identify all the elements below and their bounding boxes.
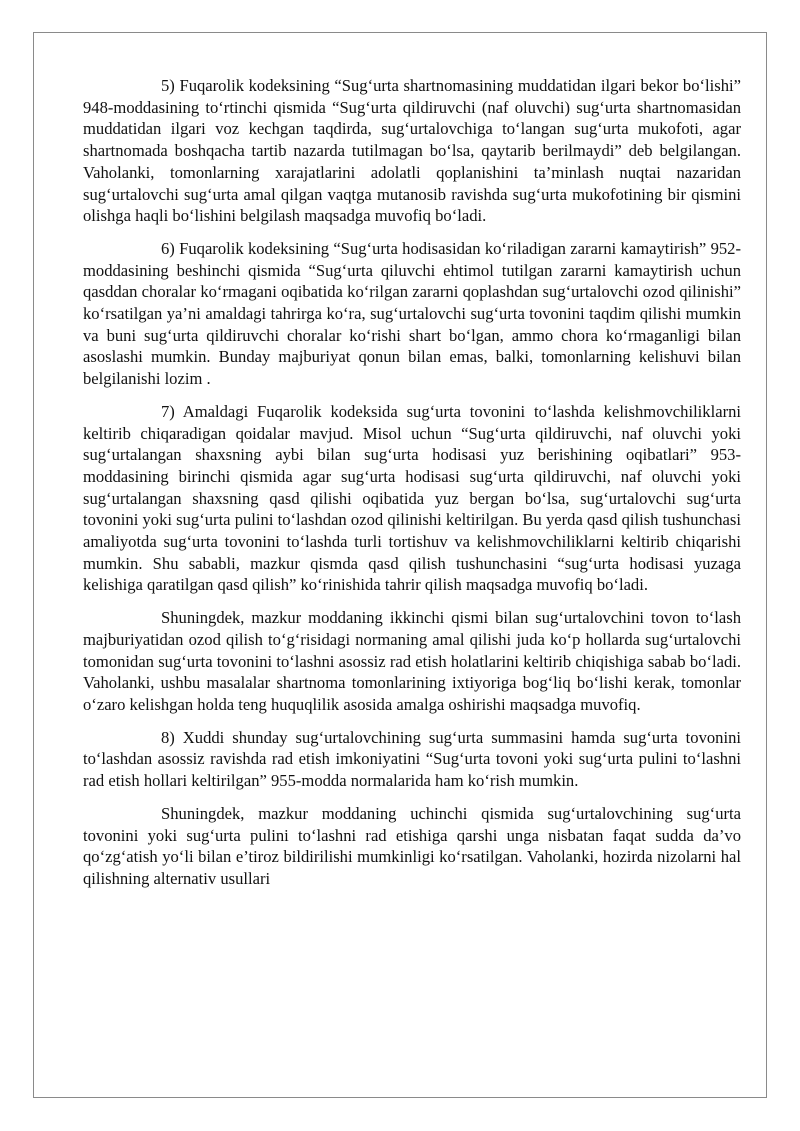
document-body xyxy=(83,75,741,901)
paragraph-item-5-premium-refund: 5) Fuqarolik kodeksining “Sug‘urta shartnomasining muddatidan ilgari bekor bo‘lishi” 948-moddasining to‘rtinchi qismida “Sug‘urta qildiruvchi (naf oluvchi) sug‘urta shartnomasidan muddatidan ilgari voz kechgan taqdirda, sug‘urtalovchiga to‘langan sug‘urta mukofoti, agar shartnomada boshqacha tartib nazarda tutilmagan bo‘lsa, qaytarib berilmaydi” deb belgilangan. Vaholanki, tomonlarning xarajatlarini adolatli qoplanishini ta’minlash nuqtai nazaridan sug‘urtalovchi sug‘urta amal qilgan vaqtga mutanosib ravishda sug‘urta mukofotining bir qismini olishga haqli bo‘lishini belgilash maqsadga muvofiq bo‘ladi. xyxy=(83,76,741,226)
paragraph-item-7-intent-clause: 7) Amaldagi Fuqarolik kodeksida sug‘urta tovonini to‘lashda kelishmovchiliklarni keltirib chiqaradigan qoidalar mavjud. Misol uchun “Sug‘urta qildiruvchi, naf oluvchi yoki sug‘urtalangan shaxsning aybi bilan sug‘urta hodisasi yuz berishining oqibatlari” 953-moddasining birinchi qismida agar sug‘urta hodisasi sug‘urta qildiruvchi, naf oluvchi yoki sug‘urtalangan shaxsning qasd qilishi oqibatida yuz bergan bo‘lsa, sug‘urtalovchi sug‘urta tovonini yoki sug‘urta pulini to‘lashdan ozod qilinishi keltirilgan. Bu yerda qasd qilish tushunchasi amaliyotda sug‘urta tovonini to‘lashda turli tortishuv va kelishmovchiliklarni keltirib chiqarishi mumkin. Shu sababli, mazkur qismda qasd qilish tushunchasini “sug‘urta hodisasi yuzaga kelishiga qaratilgan qasd qilish” ko‘rinishida tahrir qilish maqsadga muvofiq bo‘ladi. xyxy=(83,401,741,595)
paragraph-article-953-part-two: Shuningdek, mazkur moddaning ikkinchi qismi bilan sug‘urtalovchini tovon to‘lash majburiyatidan ozod qilish to‘g‘risidagi normaning amal qilishi juda ko‘p hollarda sug‘urtalovchi tomonidan sug‘urta tovonini to‘lashni asossiz rad etish holatlarini keltirib chiqishiga sabab bo‘ladi. Vaholanki, ushbu masalalar shartnoma tomonlarining ixtiyoriga bog‘liq bo‘lishi kerak, tomonlar o‘zaro kelishgan holda teng huquqlilik asosida amalga oshirishi maqsadga muvofiq. xyxy=(83,608,741,714)
paragraph-item-8-refusal-cases: 8) Xuddi shunday sug‘urtalovchining sug‘urta summasini hamda sug‘urta tovonini to‘lashdan asossiz ravishda rad etish imkoniyatini “Sug‘urta tovoni yoki sug‘urta pulini to‘lashni rad etish hollari keltirilgan” 955-modda normalarida ham ko‘rish mumkin. xyxy=(83,727,741,791)
paragraph-article-955-part-three: Shuningdek, mazkur moddaning uchinchi qismida sug‘urtalovchining sug‘urta tovonini yoki sug‘urta pulini to‘lashni rad etishiga qarshi unga nisbatan faqat sudda da’vo qo‘zg‘atish yo‘li bilan e’tiroz bildirilishi mumkinligi ko‘rsatilgan. Vaholanki, hozirda nizolarni hal qilishning alternativ usullari xyxy=(83,803,741,888)
paragraph-item-6-loss-reduction: 6) Fuqarolik kodeksining “Sug‘urta hodisasidan ko‘riladigan zararni kamaytirish” 952-moddasining beshinchi qismida “Sug‘urta qiluvchi ehtimol tutilgan zararni kamaytirish uchun qasddan choralar ko‘rmagani oqibatida ko‘rilgan zararni qoplashdan sug‘urtalovchi ozod qilinishi” ko‘rsatilgan ya’ni amaldagi tahrirga ko‘ra, sug‘urtalovchi sug‘urta tovonini taqdim qilishi mumkin va buni sug‘urta qildiruvchi choralar ko‘rishi shart bo‘lgan, ammo chora ko‘rmaganligi bilan asoslashi mumkin. Bunday majburiyat qonun bilan emas, balki, tomonlarning kelishuvi bilan belgilanishi lozim . xyxy=(83,238,741,389)
